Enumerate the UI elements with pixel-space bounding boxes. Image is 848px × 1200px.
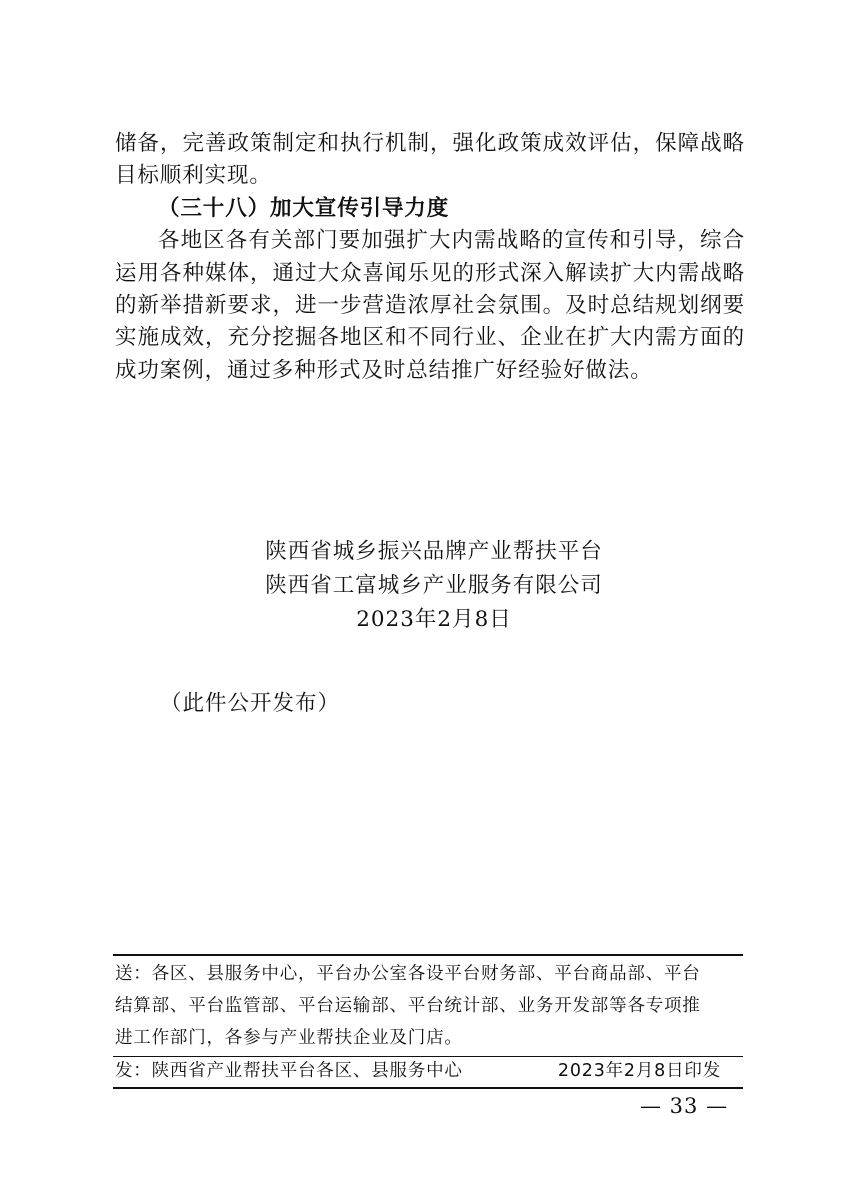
signature-org-2: 陕西省工富城乡产业服务有限公司 xyxy=(265,573,603,598)
issue-line xyxy=(115,1056,721,1086)
distribution-text: 送：各区、县服务中心，平台办公室各设平台财务部、平台商品部、平台结算部、平台监管部、平台运输部、平台统计部、业务开发部等各专项推进工作部门，各参与产业帮扶企业及门店。 xyxy=(115,964,701,1048)
publish-note: （此件公开发布） xyxy=(160,691,341,716)
issuer-text: 发：陕西省产业帮扶平台各区、县服务中心 xyxy=(115,1061,463,1081)
footer-rule-bottom xyxy=(113,1087,743,1089)
signature-date: 2023年2月8日 xyxy=(356,607,512,632)
signature-org-1: 陕西省城乡振兴品牌产业帮扶平台 xyxy=(265,539,603,564)
issue-date: 2023年2月8日印发 xyxy=(557,1061,721,1081)
body-text xyxy=(115,128,745,387)
paragraph-publicity: 各地区各有关部门要加强扩大内需战略的宣传和引导，综合运用各种媒体，通过大众喜闻乐见的形式深入解读扩大内需战略的新举措新要求，进一步营造浓厚社会氛围。及时总结规划纲要实施成效，充分挖掘各地区和不同行业、企业在扩大内需方面的成功案例，通过多种形式及时总结推广好经验好做法。 xyxy=(115,228,745,383)
distribution-list xyxy=(115,958,715,1054)
signature-block xyxy=(0,535,848,637)
paragraph-continuation: 储备，完善政策制定和执行机制，强化政策成效评估，保障战略目标顺利实现。 xyxy=(115,131,745,189)
section-heading: （三十八）加大宣传引导力度 xyxy=(158,195,450,221)
footer-rule-top xyxy=(113,954,743,956)
page-number: — 33 — xyxy=(640,1094,729,1118)
